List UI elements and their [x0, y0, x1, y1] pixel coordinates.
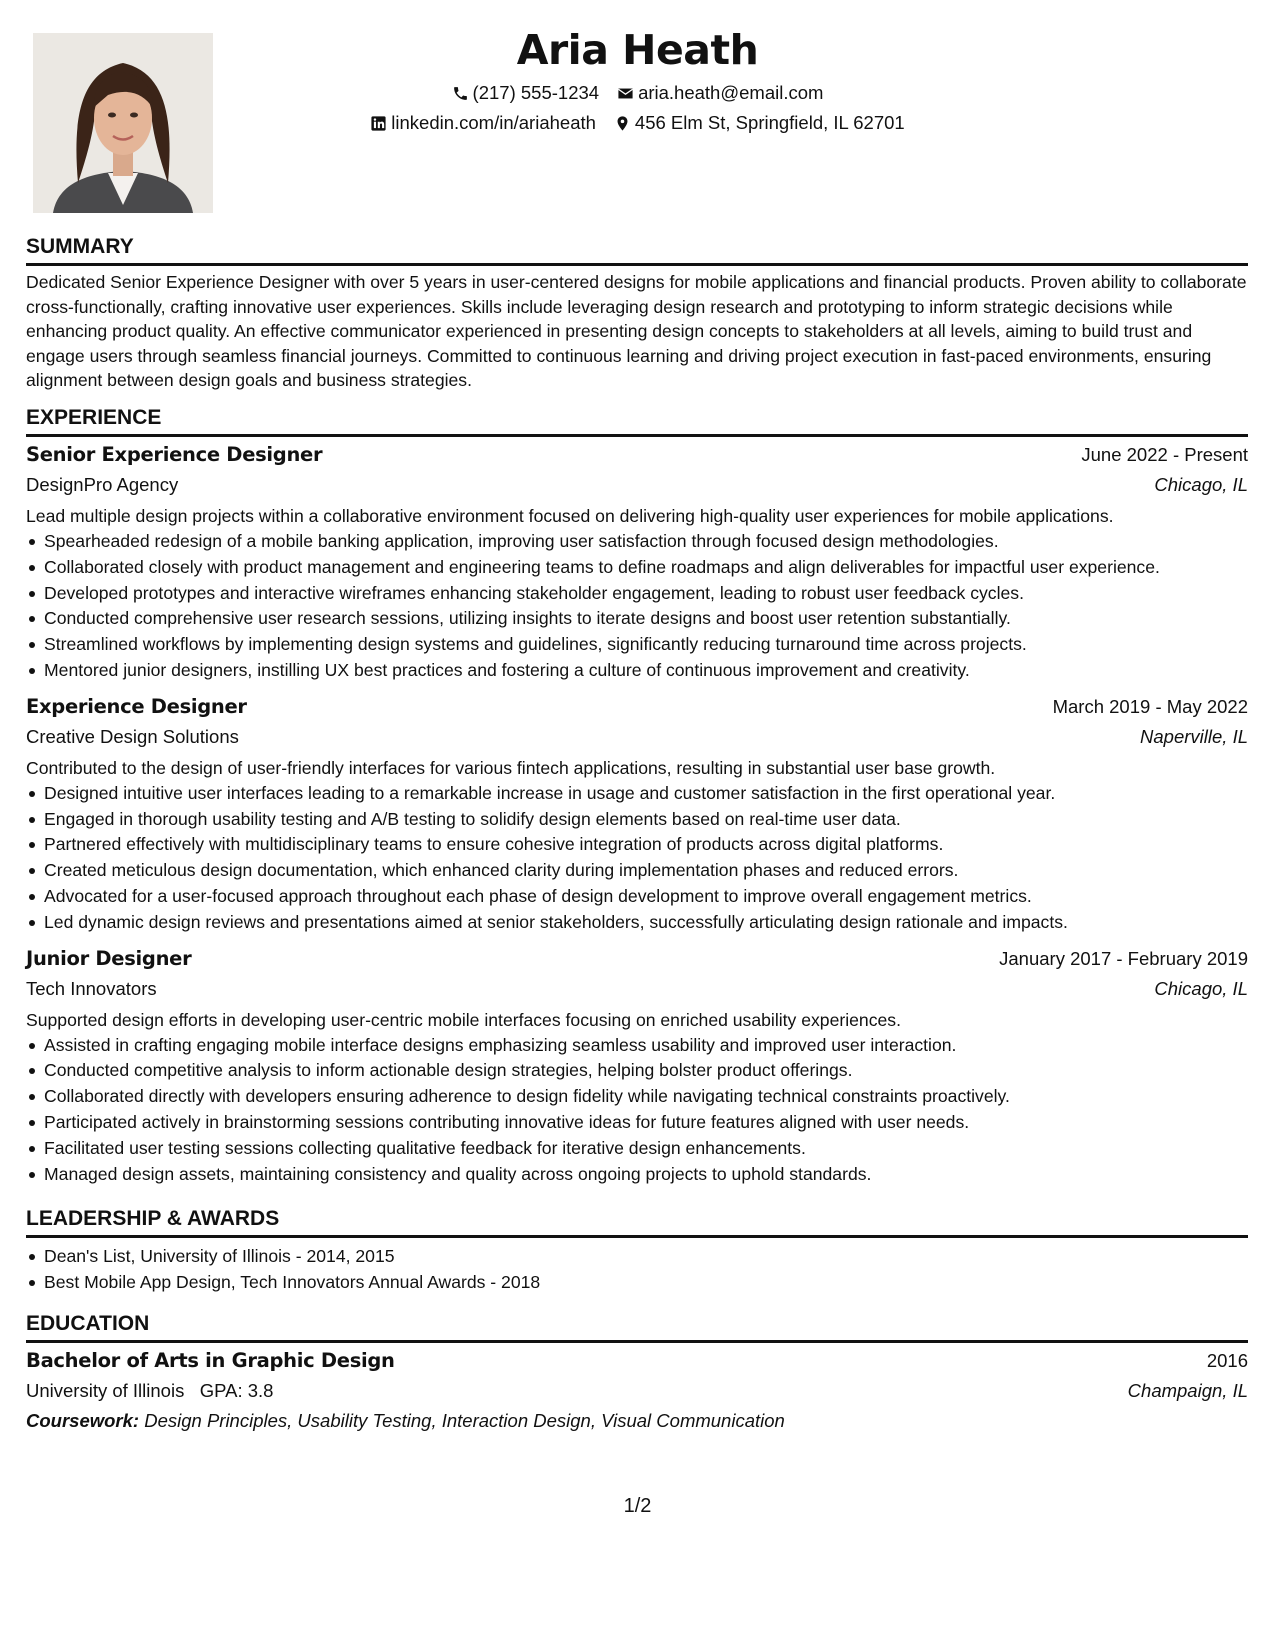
list-item: Streamlined workflows by implementing design systems and guidelines, significantly reducing turnaround time across projects. — [44, 632, 1248, 658]
company-name: DesignPro Agency — [26, 474, 179, 495]
email-contact[interactable] — [617, 78, 823, 108]
job-bullets — [26, 529, 1248, 684]
phone-contact[interactable] — [452, 78, 600, 108]
list-item: Conducted competitive analysis to inform actionable design strategies, helping bolster product offerings. — [44, 1058, 1248, 1084]
experience-section — [26, 403, 1248, 1187]
coursework-label: Coursework: — [26, 1410, 140, 1431]
job-entry — [26, 440, 1248, 684]
education-title: EDUCATION — [26, 1309, 1248, 1343]
list-item: Assisted in crafting engaging mobile interface designs emphasizing seamless usability and improved user interaction. — [44, 1033, 1248, 1059]
email-address: aria.heath@email.com — [638, 82, 824, 103]
list-item: Facilitated user testing sessions collecting qualitative feedback for iterative design enhancements. — [44, 1136, 1248, 1162]
list-item: Created meticulous design documentation, which enhanced clarity during implementation phases and reduced errors. — [44, 858, 1248, 884]
company-name: Creative Design Solutions — [26, 725, 239, 747]
list-item: Managed design assets, maintaining consistency and quality across ongoing projects to uphold standards. — [44, 1162, 1248, 1188]
linkedin-contact[interactable] — [370, 108, 596, 138]
list-item: Best Mobile App Design, Tech Innovators Annual Awards - 2018 — [44, 1270, 1248, 1296]
job-title: Experience Designer — [26, 694, 247, 718]
linkedin-url: linkedin.com/in/ariaheath — [391, 112, 596, 133]
awards-list — [26, 1244, 1248, 1296]
job-location: Naperville, IL — [1140, 725, 1248, 747]
resume-header — [0, 22, 1275, 138]
job-dates: January 2017 - February 2019 — [999, 947, 1248, 969]
phone-number: (217) 555-1234 — [472, 82, 600, 103]
job-title: Junior Designer — [26, 946, 192, 970]
list-item: Mentored junior designers, instilling UX best practices and fostering a culture of continuous improvement and creativity. — [44, 658, 1248, 684]
education-section — [26, 1309, 1248, 1436]
job-dates: June 2022 - Present — [1081, 444, 1248, 465]
list-item: Collaborated closely with product management and engineering teams to define roadmaps and align deliverables for impactful user experience. — [44, 555, 1248, 581]
job-bullets — [26, 781, 1248, 936]
list-item: Developed prototypes and interactive wireframes enhancing stakeholder engagement, leading to robust user feedback cycles. — [44, 581, 1248, 607]
contact-line-1 — [0, 78, 1275, 108]
street-address: 456 Elm St, Springfield, IL 62701 — [634, 112, 905, 133]
job-dates: March 2019 - May 2022 — [1052, 695, 1248, 717]
map-pin-icon — [614, 115, 631, 132]
summary-title: SUMMARY — [26, 232, 1248, 266]
list-item: Partnered effectively with multidisciplinary teams to ensure cohesive integration of products across digital platforms. — [44, 832, 1248, 858]
job-title: Senior Experience Designer — [26, 443, 323, 466]
company-name: Tech Innovators — [26, 977, 157, 999]
experience-title: EXPERIENCE — [26, 403, 1248, 437]
list-item: Collaborated directly with developers ensuring adherence to design fidelity while navigating technical constraints proactively. — [44, 1084, 1248, 1110]
address-contact — [614, 108, 905, 138]
job-entry — [26, 692, 1248, 936]
job-description: Lead multiple design projects within a collaborative environment focused on delivering high-quality user experiences for mobile applications. — [26, 506, 1114, 526]
candidate-name: Aria Heath — [516, 26, 759, 74]
graduation-year: 2016 — [1206, 1350, 1248, 1371]
list-item: Spearheaded redesign of a mobile banking application, improving user satisfaction through focused design methodologies. — [44, 529, 1248, 555]
list-item: Participated actively in brainstorming sessions contributing innovative ideas for future features aligned with user needs. — [44, 1110, 1248, 1136]
coursework-list: Design Principles, Usability Testing, Interaction Design, Visual Communication — [144, 1410, 785, 1431]
degree-name: Bachelor of Arts in Graphic Design — [26, 1349, 395, 1372]
job-location: Chicago, IL — [1154, 474, 1248, 495]
job-location: Chicago, IL — [1154, 977, 1248, 999]
envelope-icon — [617, 85, 634, 102]
job-bullets — [26, 1033, 1248, 1188]
summary-section — [26, 232, 1248, 393]
awards-section — [26, 1204, 1248, 1296]
gpa: GPA: 3.8 — [199, 1380, 274, 1401]
list-item: Engaged in thorough usability testing and A/B testing to solidify design elements based on real-time user data. — [44, 807, 1248, 833]
school-name: University of Illinois — [26, 1380, 185, 1401]
list-item: Conducted comprehensive user research sessions, utilizing insights to iterate designs and boost user retention substantially. — [44, 606, 1248, 632]
job-description: Contributed to the design of user-friendly interfaces for various fintech applications, resulting in substantial user base growth. — [26, 757, 996, 778]
job-entry — [26, 944, 1248, 1188]
phone-icon — [452, 85, 469, 102]
linkedin-icon — [370, 115, 387, 132]
job-description: Supported design efforts in developing user-centric mobile interfaces focusing on enriched usability experiences. — [26, 1009, 901, 1030]
list-item: Dean's List, University of Illinois - 2014, 2015 — [44, 1244, 1248, 1270]
contact-line-2 — [0, 108, 1275, 138]
list-item: Advocated for a user-focused approach throughout each phase of design development to improve overall engagement metrics. — [44, 884, 1248, 910]
awards-title: LEADERSHIP & AWARDS — [26, 1204, 1248, 1238]
coursework — [26, 1406, 1248, 1436]
page-number: 1/2 — [623, 1495, 652, 1517]
school-location: Champaign, IL — [1127, 1380, 1248, 1401]
list-item: Led dynamic design reviews and presentations aimed at senior stakeholders, successfully articulating design rationale and impacts. — [44, 910, 1248, 936]
summary-text: Dedicated Senior Experience Designer with over 5 years in user-centered designs for mobile applications and financial products. Proven ability to collaborate cross-functionally, crafting innovative user experiences. Skills include leveraging design research and prototyping to inform strategic decisions while enhancing product quality. An effective communicator experienced in presenting design concepts to stakeholders at all levels, aiming to build trust and engage users through seamless financial journeys. Committed to continuous learning and driving project execution in fast-paced environments, ensuring alignment between design goals and business strategies. — [26, 272, 1247, 391]
list-item: Designed intuitive user interfaces leading to a remarkable increase in usage and customer satisfaction in the first operational year. — [44, 781, 1248, 807]
